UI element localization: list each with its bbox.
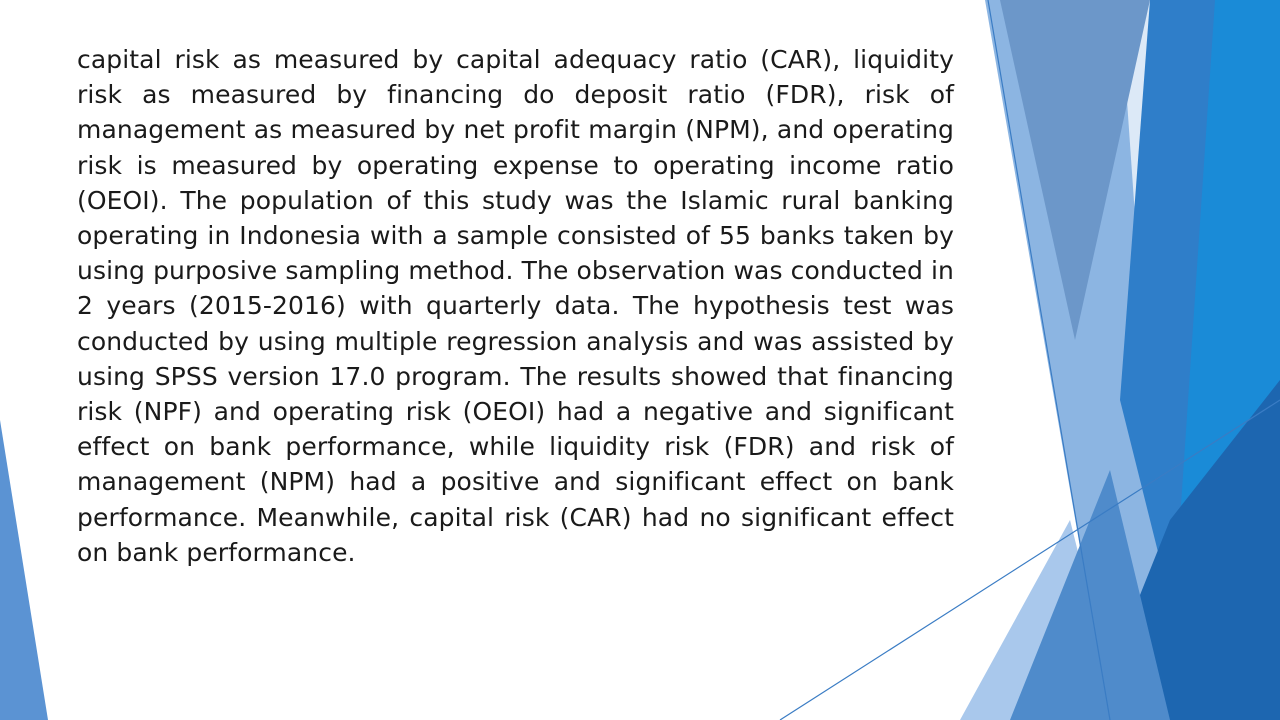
slide-body-text: capital risk as measured by capital adequacy ratio (CAR), liquidity risk as measured by financing do deposit ratio (FDR), risk of management as measured by net profit margin (NPM), and operating risk is measured by operating expense to operating income ratio (OEOI). The population of this study was the Islamic rural banking operating in Indonesia with a sample consisted of 55 banks taken by using purposive sampling method. The observation was conducted in 2 years (2015-2016) with quarterly data. The hypothesis test was conducted by using multiple regression analysis and was assisted by using SPSS version 17.0 program. The results showed that financing risk (NPF) and operating risk (OEOI) had a negative and significant effect on bank performance, while liquidity risk (FDR) and risk of management (NPM) had a positive and significant effect on bank performance. Meanwhile, capital risk (CAR) had no significant effect on bank performance. — [77, 45, 954, 567]
left-edge-shape — [0, 420, 48, 720]
